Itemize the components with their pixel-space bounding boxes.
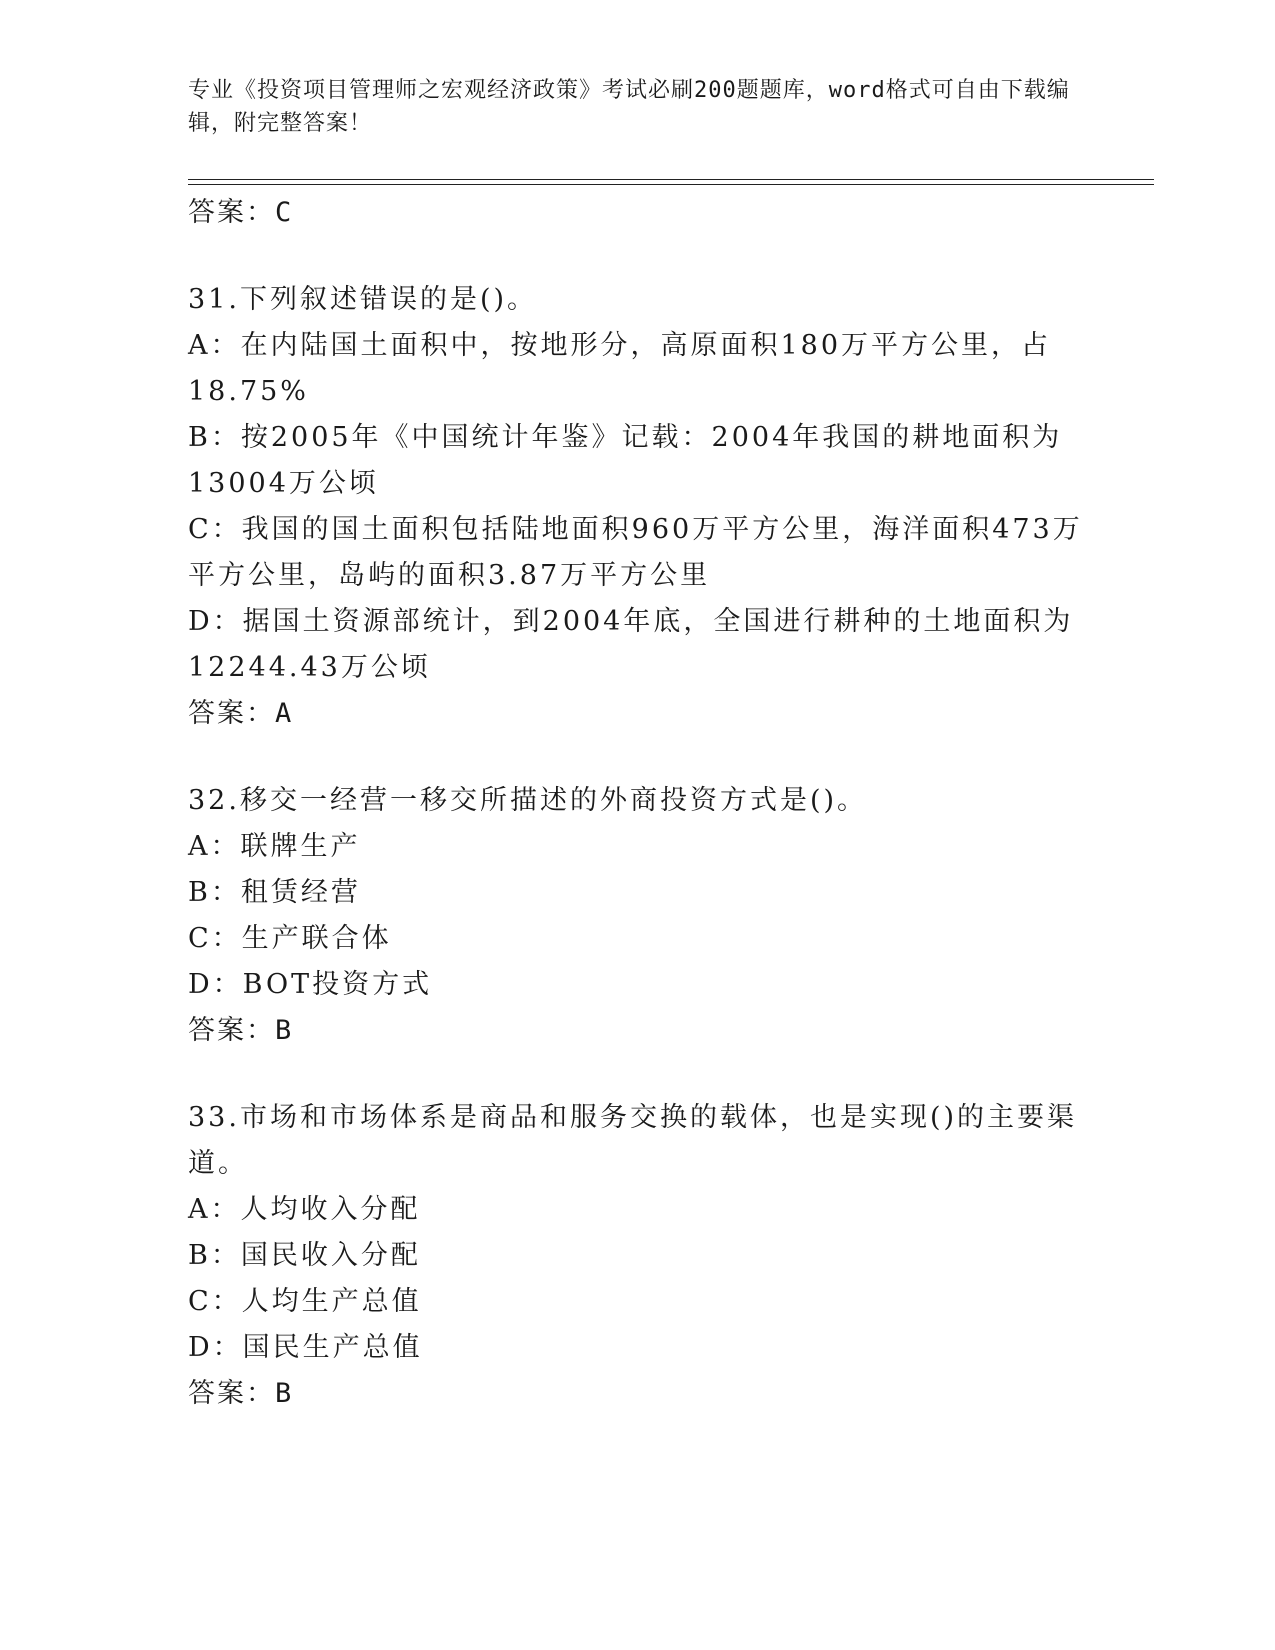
option-a: A：联牌生产 — [188, 831, 361, 862]
question-33 — [188, 1095, 1088, 1417]
option-b: B：国民收入分配 — [188, 1240, 421, 1271]
question-31 — [188, 277, 1088, 737]
option-a: A：在内陆国土面积中，按地形分，高原面积180万平方公里，占18.75% — [188, 330, 1052, 407]
option-b: B：租赁经营 — [188, 877, 361, 908]
option-c: C：生产联合体 — [188, 923, 392, 954]
question-list — [188, 190, 1088, 1417]
document-header: 专业《投资项目管理师之宏观经济政策》考试必刷200题题库，word格式可自由下载编辑，附完整答案！ — [188, 78, 1070, 136]
answer-label: 答案：C — [188, 197, 294, 228]
answer-label: 答案：B — [188, 1378, 294, 1409]
question-stem: 33.市场和市场体系是商品和服务交换的载体，也是实现()的主要渠道。 — [188, 1102, 1078, 1179]
question-stem: 32.移交一经营一移交所描述的外商投资方式是()。 — [188, 785, 868, 816]
option-d: D：国民生产总值 — [188, 1332, 423, 1363]
option-a: A：人均收入分配 — [188, 1194, 421, 1225]
header-divider-top — [188, 179, 1154, 180]
question-stem: 31.下列叙述错误的是()。 — [188, 284, 538, 315]
option-c: C：人均生产总值 — [188, 1286, 422, 1317]
option-d: D：BOT投资方式 — [188, 969, 433, 1000]
answer-label: 答案：B — [188, 1015, 294, 1046]
header-divider-bottom — [188, 184, 1154, 185]
answer-label: 答案：A — [188, 698, 294, 729]
option-b: B：按2005年《中国统计年鉴》记载：2004年我国的耕地面积为13004万公顷 — [188, 422, 1063, 499]
option-c: C：我国的国土面积包括陆地面积960万平方公里，海洋面积473万平方公里，岛屿的面积3.87万平方公里 — [188, 514, 1083, 591]
question-32 — [188, 778, 1088, 1054]
option-d: D：据国土资源部统计，到2004年底，全国进行耕种的土地面积为12244.43万公顷 — [188, 606, 1074, 683]
